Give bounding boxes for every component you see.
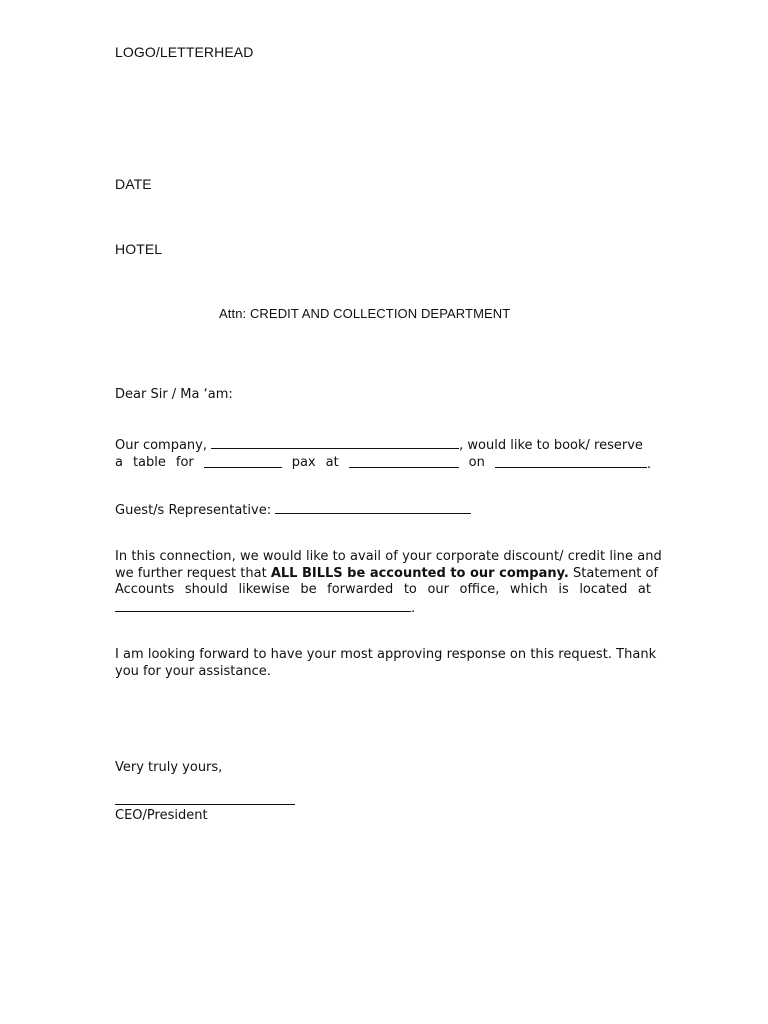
date-blank[interactable] (495, 455, 647, 468)
word: located (579, 582, 628, 597)
signature-line[interactable] (115, 804, 295, 805)
all-bills-emphasis: ALL BILLS be accounted to our company. (270, 565, 569, 581)
complimentary-close: Very truly yours, (115, 760, 223, 775)
hotel-label: HOTEL (115, 241, 163, 257)
company-name-blank[interactable] (211, 436, 459, 449)
closing-line-1 (115, 647, 657, 664)
word-table: table (132, 454, 166, 470)
line-period: . (411, 600, 416, 616)
closing-text-1: I am looking forward to have your most approving response on this request. Thank (115, 647, 657, 662)
booking-text-start (115, 436, 643, 455)
word: Accounts (115, 582, 175, 597)
credit-line-2 (115, 565, 659, 583)
word-pax: pax (291, 454, 316, 470)
representative-line (115, 501, 471, 519)
representative-label: Guest/s Representative: (115, 503, 272, 518)
word: should (184, 582, 228, 597)
credit-line-4 (115, 599, 651, 618)
attention-line: Attn: CREDIT AND COLLECTION DEPARTMENT (219, 306, 511, 321)
statement-of-text: Statement of (573, 565, 659, 581)
closing-line-2 (115, 664, 651, 681)
word: at (637, 582, 651, 597)
booking-line-2 (115, 455, 651, 474)
closing-paragraph (115, 647, 657, 680)
credit-text-1: In this connection, we would like to avail of your corporate discount/ credit line and (115, 549, 662, 564)
word: office, (459, 582, 500, 597)
booking-paragraph (115, 436, 651, 473)
company-label: Our company, (115, 438, 207, 453)
word: our (427, 582, 449, 597)
word-for: for (175, 454, 194, 470)
credit-line-1 (115, 549, 662, 566)
word: is (558, 582, 569, 597)
word: be (300, 582, 317, 597)
word-at: at (325, 454, 339, 470)
word: to (403, 582, 417, 597)
line-period: . (646, 456, 651, 472)
credit-text-2 (115, 566, 658, 583)
word: likewise (238, 582, 290, 597)
pax-count-blank[interactable] (204, 455, 282, 468)
signatory-title: CEO/President (115, 808, 208, 823)
word-on: on (468, 454, 485, 470)
time-blank[interactable] (349, 455, 459, 468)
request-text: we further request that (115, 565, 267, 581)
salutation: Dear Sir / Ma ‘am: (115, 387, 233, 402)
office-address-blank[interactable] (115, 599, 411, 612)
credit-line-paragraph (115, 549, 662, 617)
word-a: a (115, 454, 123, 470)
closing-text-2: you for your assistance. (115, 663, 271, 679)
date-label: DATE (115, 176, 152, 192)
word: which (509, 582, 548, 597)
letterhead-placeholder: LOGO/LETTERHEAD (115, 44, 254, 60)
book-reserve-text: , would like to book/ reserve (459, 438, 643, 453)
credit-line-3 (115, 582, 651, 599)
representative-blank[interactable] (275, 501, 471, 514)
booking-line-1 (115, 436, 651, 455)
word: forwarded (327, 582, 394, 597)
